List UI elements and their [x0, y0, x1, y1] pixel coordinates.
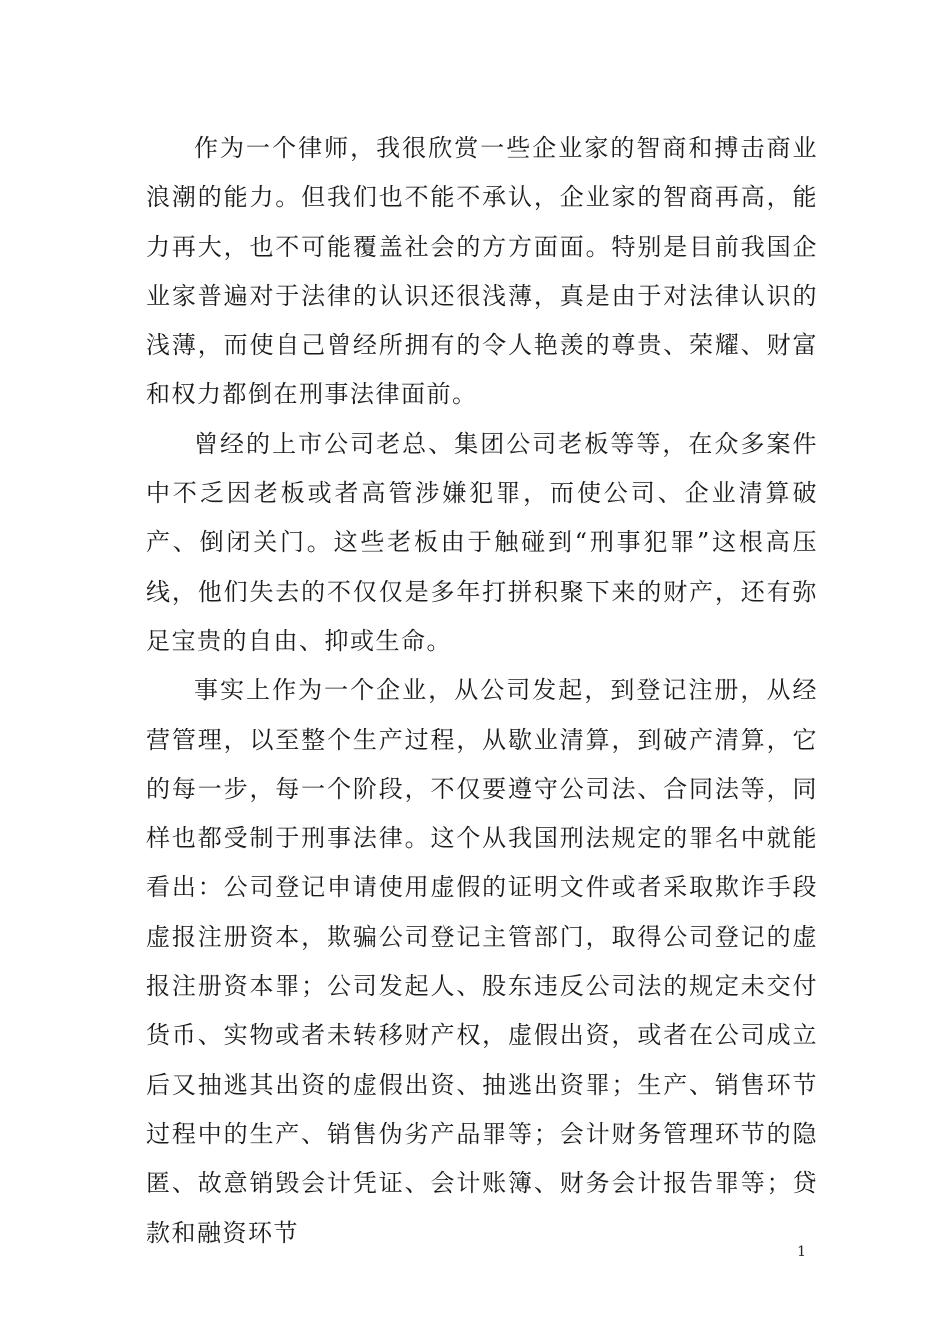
paragraph-1: 作为一个律师，我很欣赏一些企业家的智商和搏击商业浪潮的能力。但我们也不能不承认，企业家的智商再高，能力再大，也不可能覆盖社会的方方面面。特别是目前我国企业家普遍对于法律的认识还很浅薄，真是由于对法律认识的浅薄，而使自己曾经所拥有的令人艳羡的尊贵、荣耀、财富和权力都倒在刑事法律面前。 [146, 134, 818, 409]
paragraph-2: 曾经的上市公司老总、集团公司老板等等，在众多案件中不乏因老板或者高管涉嫌犯罪，而使公司、企业清算破产、倒闭关门。这些老板由于触碰到“刑事犯罪”这根高压线，他们失去的不仅仅是多年打拼积聚下来的财产，还有弥足宝贵的自由、抑或生命。 [146, 429, 818, 655]
page-number: 1 [797, 1244, 806, 1260]
document-body [146, 124, 818, 1258]
paragraph-3: 事实上作为一个企业，从公司发起，到登记注册，从经营管理，以至整个生产过程，从歇业清算，到破产清算，它的每一步，每一个阶段，不仅要遵守公司法、合同法等，同样也都受制于刑事法律。这个从我国刑法规定的罪名中就能看出：公司登记申请使用虚假的证明文件或者采取欺诈手段虚报注册资本，欺骗公司登记主管部门，取得公司登记的虚报注册资本罪；公司发起人、股东违反公司法的规定未交付货币、实物或者未转移财产权，虚假出资，或者在公司成立后又抽逃其出资的虚假出资、抽逃出资罪；生产、销售环节过程中的生产、销售伪劣产品罪等；会计财务管理环节的隐匿、故意销毁会计凭证、会计账簿、财务会计报告罪等；贷款和融资环节 [146, 676, 818, 1247]
